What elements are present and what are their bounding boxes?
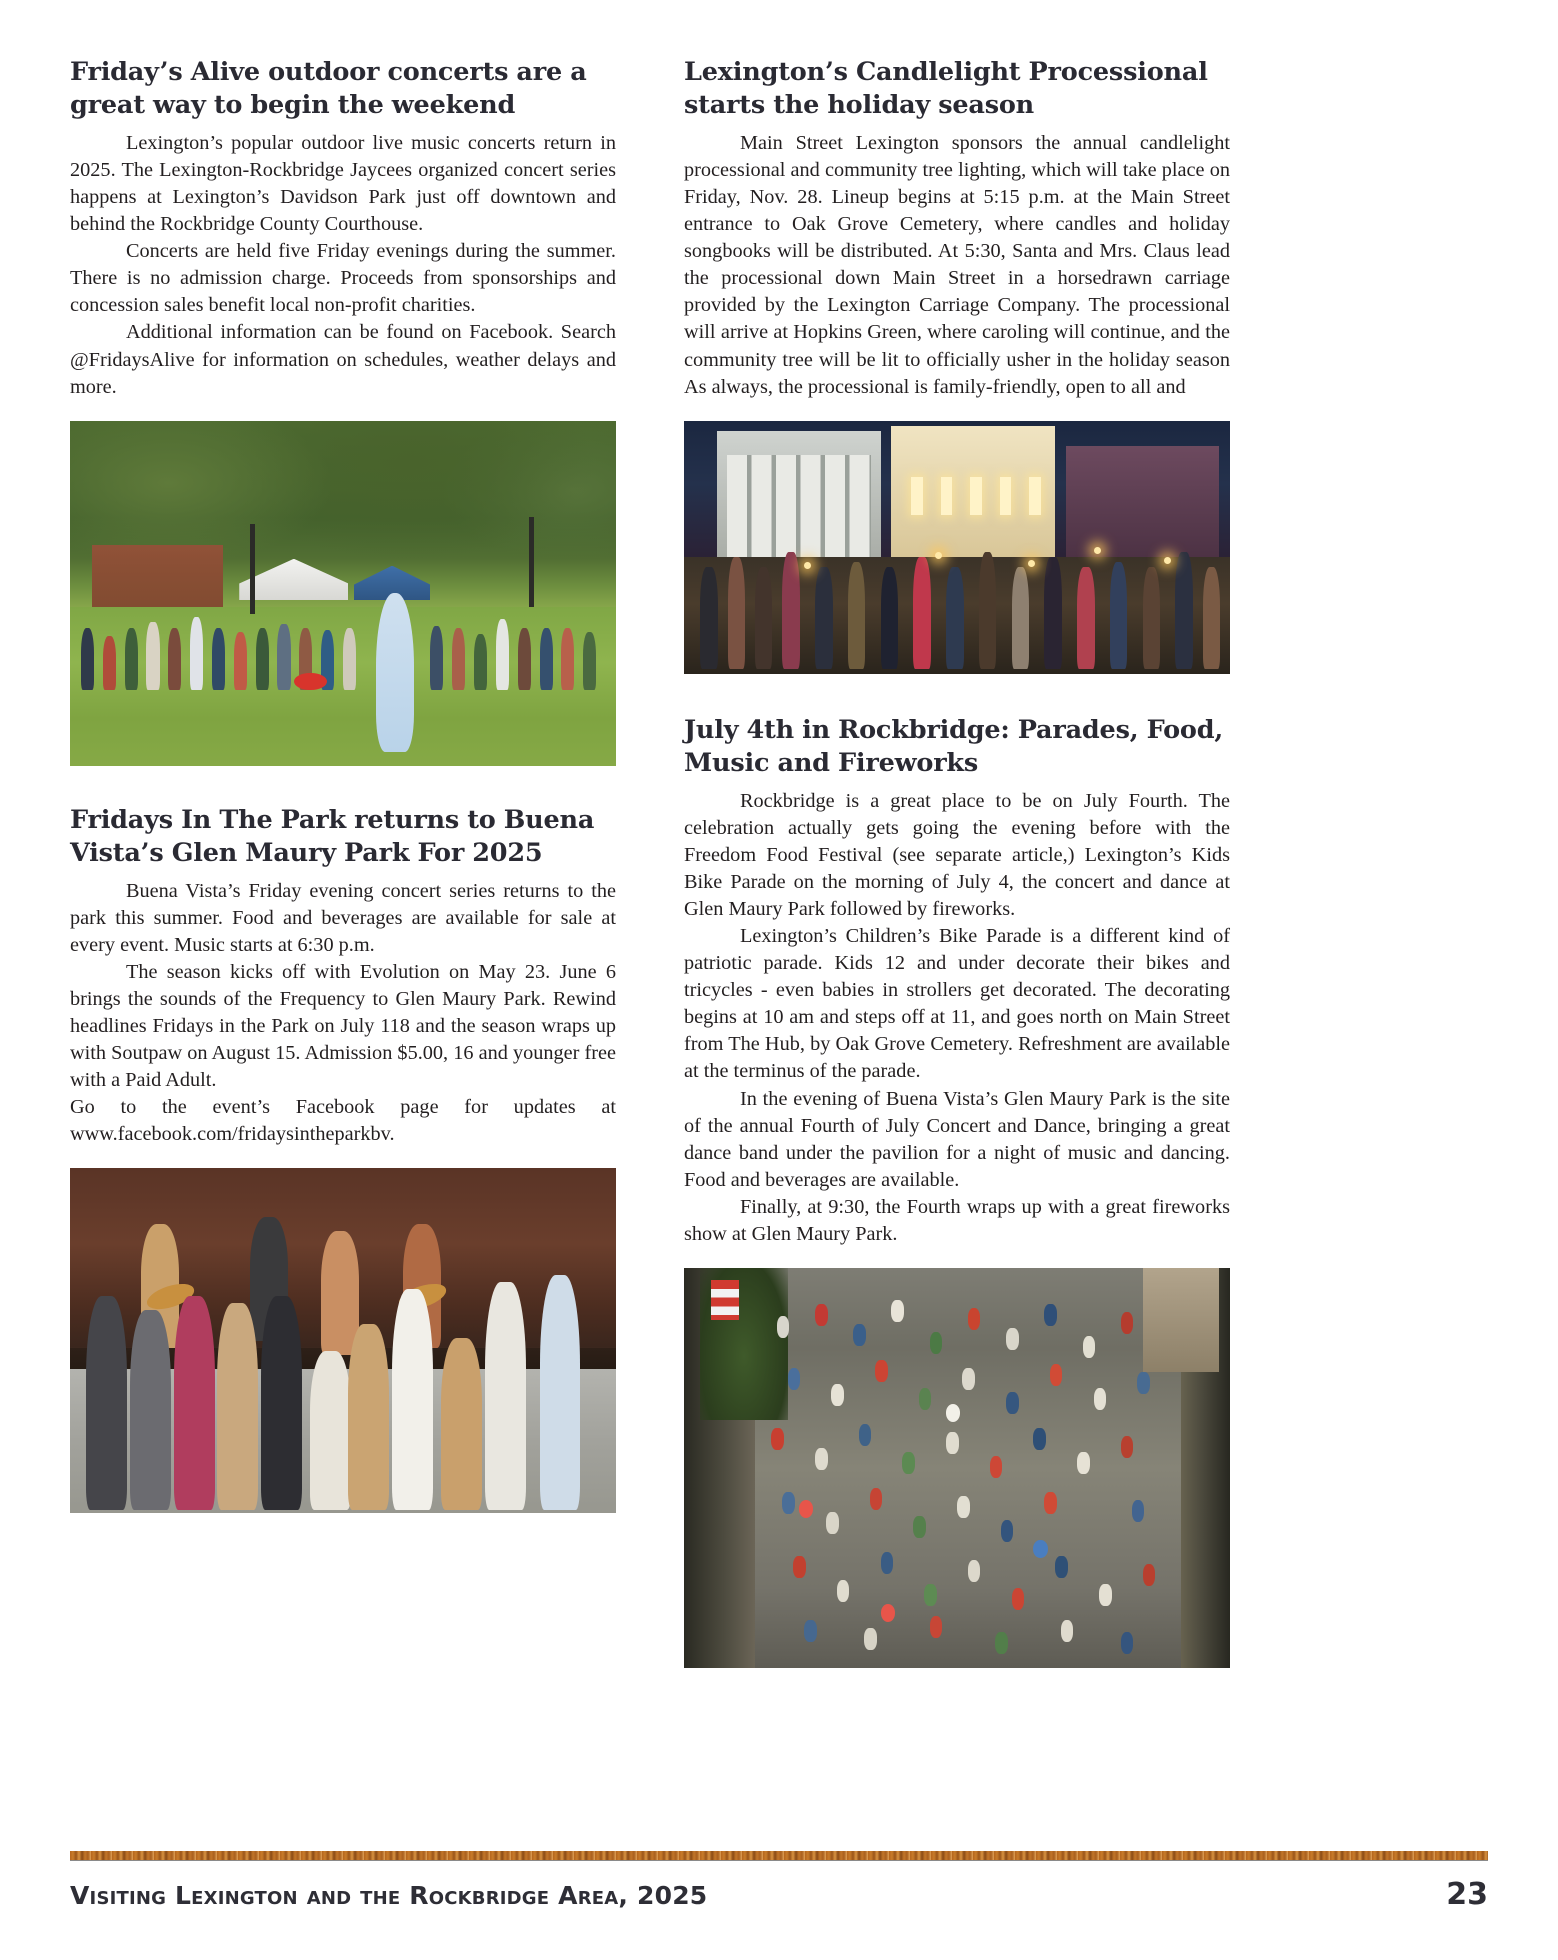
photo-person — [1044, 1492, 1057, 1514]
photo-person — [913, 1516, 926, 1538]
photo-candlelight-processional — [684, 421, 1230, 674]
photo-window — [911, 477, 922, 515]
article-headline-candlelight-processional: Lexington’s Candlelight Processional starts the holiday season — [684, 57, 1208, 121]
photo-person — [788, 1368, 801, 1390]
photo-person — [957, 1496, 970, 1518]
two-column-layout — [70, 56, 1488, 1668]
spacer — [70, 766, 616, 804]
photo-person — [1077, 1452, 1090, 1474]
photo-person — [168, 628, 181, 690]
article-body-fridays-in-the-park — [70, 878, 616, 1149]
photo-balloon — [799, 1500, 813, 1518]
photo-person — [1006, 1392, 1019, 1414]
photo-person — [902, 1452, 915, 1474]
photo-person — [496, 619, 509, 689]
photo-building — [1143, 1268, 1219, 1372]
article-body-candlelight-processional — [684, 130, 1230, 401]
photo-window — [1029, 477, 1040, 515]
paragraph: Main Street Lexington sponsors the annual candlelight processional and community tree lighting, which will take place on Friday, Nov. 28. Lineup begins at 5:15 p.m. at the Main Street entrance to Oak Grove Cemetery, where candles and holiday songbooks will be distributed. At 5:30, Santa and Mrs. Claus lead the processional down Main Street in a horsedrawn carriage provided by the Lexington Carriage Company. The processional will arrive at Hopkins Green, where caroling will continue, and the community tree will be lit to officially usher in the holiday season As always, the processional is family-friendly, open to all and — [684, 131, 1230, 398]
photo-dancer — [540, 1275, 581, 1510]
photo-person — [103, 636, 116, 690]
photo-person — [946, 1432, 959, 1454]
photo-person — [212, 628, 225, 690]
photo-person — [1121, 1436, 1134, 1458]
photo-person — [1099, 1584, 1112, 1606]
photo-person — [837, 1580, 850, 1602]
photo-dancer — [174, 1296, 215, 1510]
paragraph: Finally, at 9:30, the Fourth wraps up with a great fireworks show at Glen Maury Park. — [684, 1195, 1230, 1245]
paragraph: Rockbridge is a great place to be on July Fourth. The celebration actually gets going the evening before with the Freedom Food Festival (see separate article,) Lexington’s Kids Bike Parade on the morning of July 4, the concert and dance at Glen Maury Park followed by fireworks. — [684, 789, 1230, 920]
photo-person — [777, 1316, 790, 1338]
publication-title: Visiting Lexington and the Rockbridge Area, 2025 — [70, 1881, 708, 1910]
photo-person — [870, 1488, 883, 1510]
photo-candle-flame — [1028, 560, 1035, 567]
photo-person — [782, 552, 799, 668]
left-column — [70, 56, 616, 1513]
photo-person — [1137, 1372, 1150, 1394]
photo-person — [913, 557, 930, 668]
photo-person — [1132, 1500, 1145, 1522]
page-footer — [70, 1851, 1488, 1912]
photo-person — [583, 632, 596, 690]
photo-building-right — [1066, 446, 1219, 567]
photo-dancer — [310, 1351, 351, 1510]
photo-dancer — [86, 1296, 127, 1510]
photo-person — [891, 1300, 904, 1322]
article-body-fridays-alive — [70, 130, 616, 401]
photo-person — [930, 1332, 943, 1354]
photo-dancer — [261, 1296, 302, 1510]
footer-row — [70, 1877, 1488, 1912]
paragraph: Additional information can be found on Facebook. Search @FridaysAlive for information on schedules, weather delays and more. — [70, 321, 616, 398]
photo-person — [1094, 1388, 1107, 1410]
photo-dancer — [441, 1338, 482, 1511]
photo-person — [1012, 1588, 1025, 1610]
photo-person — [540, 628, 553, 690]
photo-person — [853, 1324, 866, 1346]
paragraph: Go to the event’s Facebook page for updates at www.facebook.com/fridaysintheparkbv. — [70, 1096, 616, 1146]
photo-person — [793, 1556, 806, 1578]
photo-window — [1000, 477, 1011, 515]
photo-person — [234, 632, 247, 690]
photo-person — [1006, 1328, 1019, 1350]
photo-person — [815, 1304, 828, 1326]
photo-crowd — [70, 586, 616, 690]
photo-dancer — [348, 1324, 389, 1510]
photo-person — [831, 1384, 844, 1406]
paragraph: In the evening of Buena Vista’s Glen Maury Park is the site of the annual Fourth of July Concert and Dance, bringing a great dance band under the pavilion for a night of music and dancing. Food and beverages are available. — [684, 1087, 1230, 1191]
photo-dancer — [217, 1303, 258, 1510]
photo-person — [125, 628, 138, 690]
photo-person — [968, 1560, 981, 1582]
photo-person — [968, 1308, 981, 1330]
article-headline-fridays-in-the-park: Fridays In The Park returns to Buena Vista’s Glen Maury Park For 2025 — [70, 804, 595, 869]
photo-glen-maury-dance — [70, 1168, 616, 1513]
photo-dancer — [485, 1282, 526, 1510]
paragraph: Lexington’s popular outdoor live music concerts return in 2025. The Lexington-Rockbridge Jaycees organized concert series happens at Lexington’s Davidson Park just off downtown and behind the Rockbridge County Courthouse. — [70, 131, 616, 236]
photo-person — [1077, 567, 1094, 668]
photo-person — [804, 1620, 817, 1642]
photo-person — [946, 567, 963, 668]
page-number: 23 — [1446, 1877, 1488, 1912]
photo-person — [930, 1616, 943, 1638]
photo-person — [1175, 552, 1192, 668]
photo-person — [277, 624, 290, 690]
photo-person — [1143, 567, 1160, 668]
photo-person — [979, 552, 996, 668]
photo-person — [859, 1424, 872, 1446]
right-column — [684, 56, 1230, 1668]
paragraph: Lexington’s Children’s Bike Parade is a different kind of patriotic parade. Kids 12 and under decorate their bikes and tricycles - even babies in strollers get decorated. The decorating begins at 10 am and steps off at 11, and goes north on Main Street from The Hub, by Oak Grove Cemetery. Refreshment are available at the terminus of the parade. — [684, 924, 1230, 1083]
photo-balloon — [946, 1404, 960, 1422]
photo-person — [561, 628, 574, 690]
photo-colonnade — [717, 431, 881, 563]
photo-candle-flame — [1094, 547, 1101, 554]
photo-person — [771, 1428, 784, 1450]
photo-person — [826, 1512, 839, 1534]
photo-person — [190, 617, 203, 689]
photo-person — [848, 562, 865, 668]
photo-person — [924, 1584, 937, 1606]
photo-person — [728, 557, 745, 668]
photo-dancer — [130, 1310, 171, 1510]
photo-person — [1033, 1428, 1046, 1450]
photo-person — [700, 567, 717, 668]
photo-person — [1055, 1556, 1068, 1578]
photo-person — [1001, 1520, 1014, 1542]
photo-person — [1143, 1564, 1156, 1586]
photo-davidson-park-concert — [70, 421, 616, 766]
photo-person — [1083, 1336, 1096, 1358]
photo-bike-parade — [684, 1268, 1230, 1668]
paragraph: Concerts are held five Friday evenings during the summer. There is no admission charge. Proceeds from sponsorships and concession sales benefit local non-profit charities. — [70, 240, 616, 317]
article-body-july-4th — [684, 788, 1230, 1249]
photo-dancing-girl — [376, 593, 414, 752]
photo-person — [1088, 1516, 1101, 1538]
photo-person — [815, 1448, 828, 1470]
photo-person — [1050, 1364, 1063, 1386]
photo-person — [1121, 1312, 1134, 1334]
photo-dancer — [392, 1289, 433, 1510]
photo-person — [81, 628, 94, 690]
photo-american-flag — [711, 1280, 738, 1320]
photo-person — [1203, 567, 1220, 668]
decorative-rule — [70, 1851, 1488, 1861]
photo-person — [1121, 1632, 1134, 1654]
photo-person — [864, 1628, 877, 1650]
photo-red-object — [294, 673, 327, 690]
photo-person — [782, 1492, 795, 1514]
photo-person — [1044, 1304, 1057, 1326]
photo-person — [995, 1632, 1008, 1654]
photo-window — [970, 477, 981, 515]
photo-balloon — [1033, 1540, 1047, 1558]
photo-person — [146, 622, 159, 690]
spacer — [684, 674, 1230, 714]
article-headline-fridays-alive: Friday’s Alive outdoor concerts are a great way to begin the weekend — [70, 57, 587, 121]
photo-person — [875, 1360, 888, 1382]
paragraph: Buena Vista’s Friday evening concert series returns to the park this summer. Food and beverages are available for sale at every event. Music starts at 6:30 p.m. — [70, 879, 616, 956]
photo-person — [815, 567, 832, 668]
photo-person — [474, 634, 487, 690]
photo-window — [941, 477, 952, 515]
photo-lit-building — [891, 426, 1055, 573]
photo-person — [452, 628, 465, 690]
photo-person — [990, 1456, 1003, 1478]
photo-person — [919, 1388, 932, 1410]
photo-person — [1012, 567, 1029, 668]
article-headline-july-4th: July 4th in Rockbridge: Parades, Food, Music and Fireworks — [684, 714, 1224, 779]
photo-balloon — [881, 1604, 895, 1622]
photo-person — [343, 628, 356, 690]
paragraph: The season kicks off with Evolution on May 23. June 6 brings the sounds of the Frequency to Glen Maury Park. Rewind headlines Fridays in the Park on July 118 and the season wraps up with Soutpaw on August 15. Admission $5.00, 16 and younger free with a Paid Adult. — [70, 960, 616, 1092]
photo-person — [256, 628, 269, 690]
photo-person — [881, 1552, 894, 1574]
photo-person — [518, 628, 531, 690]
photo-person — [1061, 1620, 1074, 1642]
photo-person — [881, 567, 898, 668]
photo-person — [430, 626, 443, 690]
photo-person — [962, 1368, 975, 1390]
photo-person — [1044, 557, 1061, 668]
photo-person — [1110, 562, 1127, 668]
photo-person — [755, 567, 772, 668]
